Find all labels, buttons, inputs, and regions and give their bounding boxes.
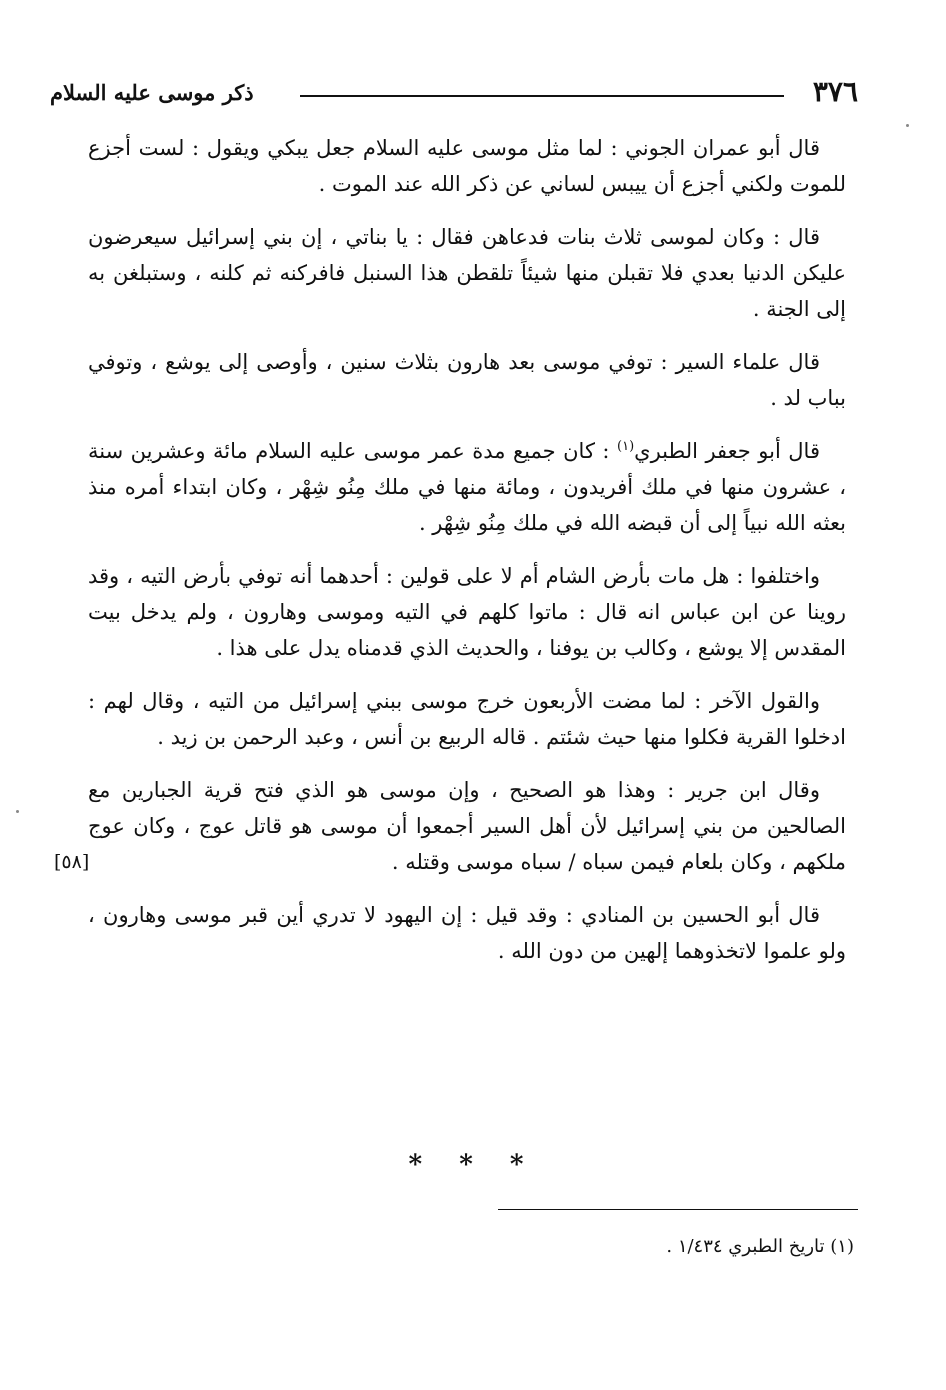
running-header [50, 74, 858, 114]
paragraph-2: قال : وكان لموسى ثلاث بنات فدعاهن فقال : يا بناتي ، إن بني إسرائيل سيعرضون عليكن الدنيا بعدي فلا تقبلن منها شيئاً تلقطن هذا السنبل فافركنه ثم كلنه ، وستبلغن به إلى الجنة . [88, 225, 846, 321]
paragraph-4 [88, 433, 846, 541]
paragraph-7 [54, 772, 846, 880]
paragraph-5: واختلفوا : هل مات بأرض الشام أم لا على قولين : أحدهما أنه توفي بأرض التيه ، وقد روينا عن ابن عباس انه قال : ماتوا كلهم في التيه وموسى وهارون ، ولم يدخل بيت المقدس إلا يوشع ، وكالب بن يوفنا ، والحديث الذي قدمناه يدل على هذا . [88, 564, 846, 660]
paragraph-4-lead: قال أبو جعفر الطبري [634, 439, 820, 463]
paragraph-8: قال أبو الحسين بن المنادي : وقد قيل : إن اليهود لا تدري أين قبر موسى وهارون ، ولو علموا لاتخذوهما إلهين من دون الله . [88, 903, 846, 963]
paragraph-3: قال علماء السير : توفي موسى بعد هارون بثلاث سنين ، وأوصى إلى يوشع ، وتوفي بباب لد . [88, 350, 846, 410]
scan-speck [16, 810, 19, 813]
page-number: ٣٧٦ [812, 75, 858, 108]
footnote-1: (١) تاريخ الطبري ١/٤٣٤ . [666, 1236, 854, 1257]
footnote-rule [498, 1209, 858, 1210]
paragraph-4-rest: : كان جميع مدة عمر موسى عليه السلام مائة وعشرين سنة ، عشرون منها في ملك أفريدون ، ومائة منها في ملك مِنُو شِهْر ، وكان ابتداء أمره منذ بعثه الله نبياً إلى أن قبضه الله في ملك مِنُو شِهْر . [88, 439, 846, 535]
main-text [54, 130, 846, 986]
paragraph-6: والقول الآخر : لما مضت الأربعون خرج موسى ببني إسرائيل من التيه ، وقال لهم : ادخلوا القرية فكلوا منها حيث شئتم . قاله الربيع بن أنس ، وعبد الرحمن بن زيد . [88, 689, 846, 749]
header-rule [300, 95, 784, 97]
footnote-reference[interactable]: (١) [617, 439, 635, 454]
scan-speck [906, 124, 909, 127]
paragraph-7-text: وقال ابن جرير : وهذا هو الصحيح ، وإن موسى هو الذي فتح قرية الجبارين مع الصالحين من بني إسرائيل لأن أهل السير أجمعوا أن موسى هو قاتل عوج ، وكان عوج ملكهم ، وكان بلعام فيمن سباه / سباه موسى وقتله . [88, 778, 846, 874]
running-title: ذكر موسى عليه السلام [50, 80, 254, 105]
manuscript-folio-marker: [٥٨] [54, 851, 90, 873]
paragraph-1: قال أبو عمران الجوني : لما مثل موسى عليه السلام جعل يبكي ويقول : لست أجزع للموت ولكني أجزع أن ييبس لساني عن ذكر الله عند الموت . [88, 136, 846, 196]
section-separator: * * * [408, 1150, 538, 1180]
